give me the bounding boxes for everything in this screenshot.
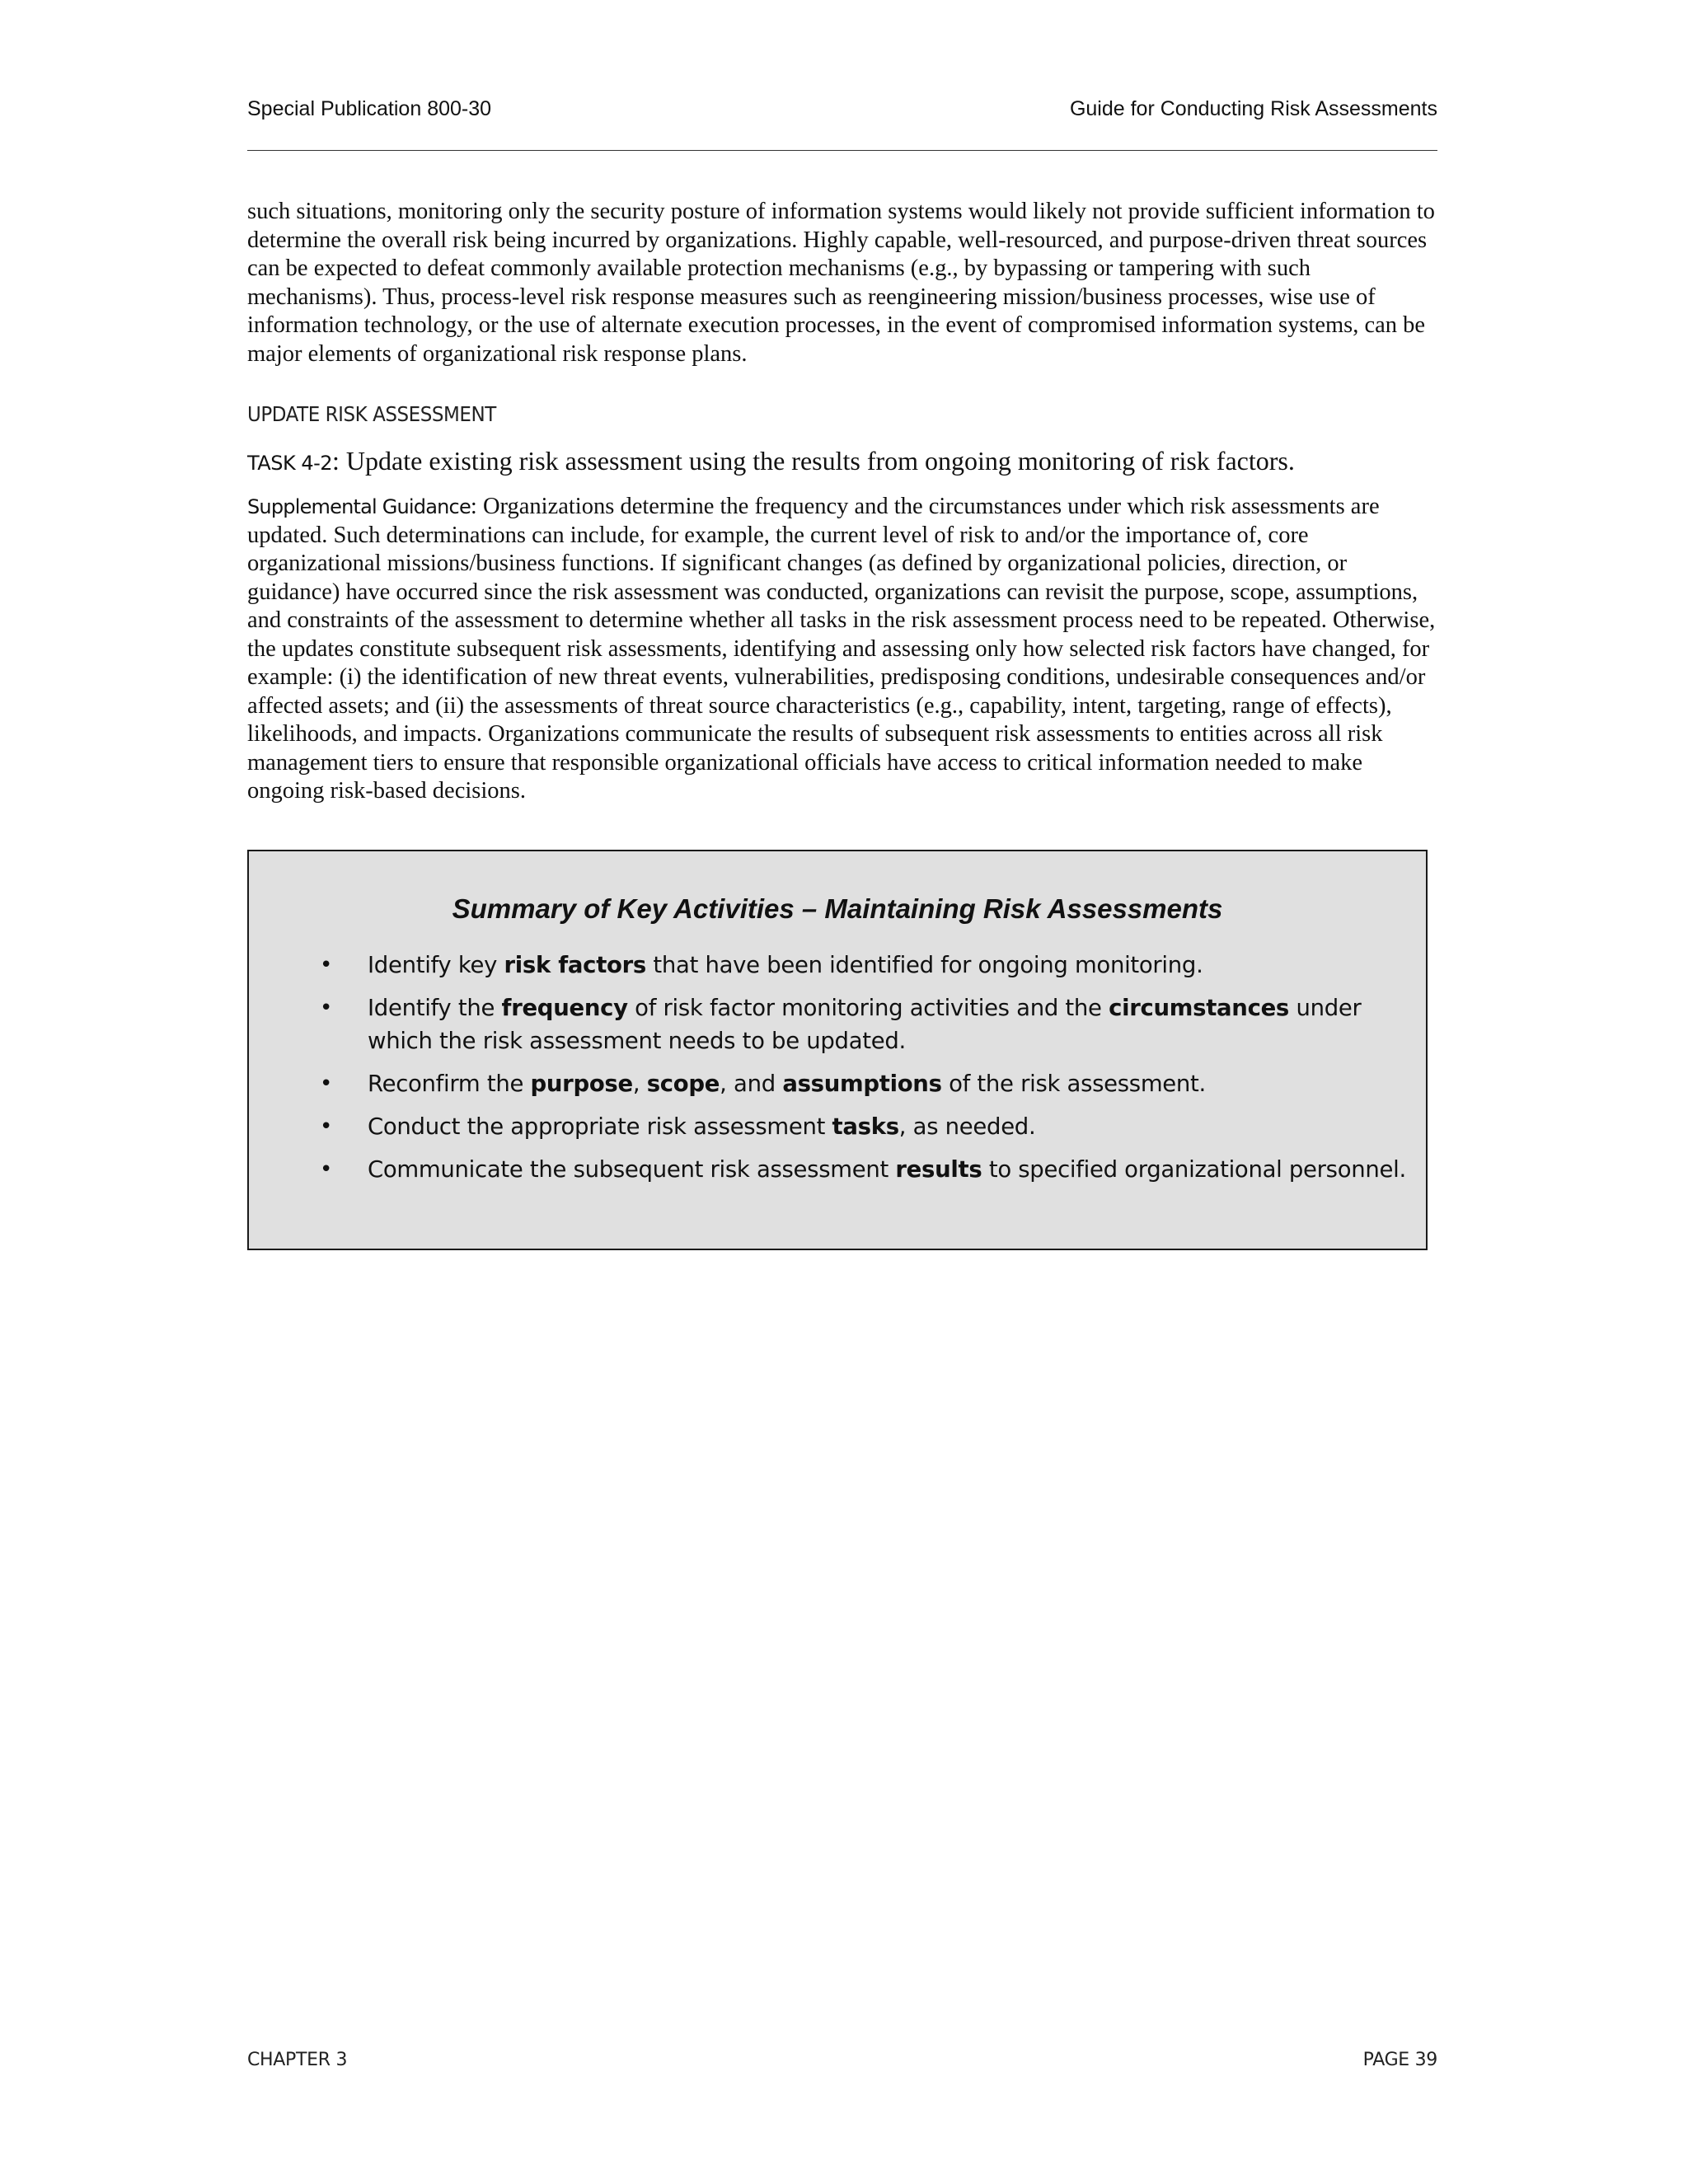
bullet-icon: • [320,996,333,1020]
bullet-icon: • [320,1157,333,1182]
intro-paragraph: such situations, monitoring only the security posture of information systems would likely not provide sufficient information to determine the overall risk being incurred by organizations. Highly capable, well-resourced, and purpose-driven threat sources can be expected to defeat commonly available protection mechanisms (e.g., by bypassing or tampering with such mechanisms). Thus, process-level risk response measures such as reengineering mission/business processes, wise use of information technology, or the use of alternate execution processes, in the event of compromised information systems, can be major elements of organizational risk response plans. [247,199,1435,367]
item-emphasis: tasks [832,1113,899,1140]
header-divider [247,150,1437,151]
item-text: , and [720,1071,783,1097]
item-text: Reconfirm the [368,1071,531,1097]
footer-chapter: CHAPTER 3 [247,2050,348,2070]
running-header [247,97,1437,121]
item-text: under which the risk assessment needs to be updated. [368,995,1362,1054]
summary-list [249,949,1426,1196]
item-text: to specified organizational personnel. [982,1156,1406,1183]
guidance-text: : Organizations determine the frequency and the circumstances under which risk assessments are updated. Such determinations can include, for example, the current level of risk to and/or the importance of, core organizational missions/business functions. If significant changes (as defined by organizational policies, direction, or guidance) have occurred since the risk assessment was conducted, organizations can revisit the purpose, scope, assumptions, and constraints of the assessment to determine whether all tasks in the risk assessment process need to be repeated. Otherwise, the updates constitute subsequent risk assessments, identifying and assessing only how selected risk factors have changed, for example: (i) the identification of new threat events, vulnerabilities, predisposing conditions, undesirable consequences and/or affected assets; and (ii) the assessments of threat source characteristics (e.g., capability, intent, targeting, range of effects), likelihoods, and impacts. Organizations communicate the results of subsequent risk assessments to entities across all risk management tiers to ensure that responsible organizational officials have access to critical information needed to make ongoing risk-based decisions. [247,494,1436,804]
task-statement [247,446,1484,476]
footer-page-number: PAGE 39 [1362,2050,1437,2070]
guidance-label: Supplemental Guidance [247,495,471,518]
item-text: that have been identified for ongoing monitoring. [645,952,1203,978]
item-text: Identify the [368,995,502,1021]
item-text: of risk factor monitoring activities and the [627,995,1109,1021]
summary-title: Summary of Key Activities – Maintaining Risk Assessments [452,893,1223,924]
bullet-icon: • [320,1071,333,1096]
header-publication: Special Publication 800-30 [247,97,492,120]
item-text: Conduct the appropriate risk assessment [368,1113,832,1140]
list-item [249,949,1426,982]
item-text: of the risk assessment. [941,1071,1206,1097]
summary-box [247,850,1428,1250]
list-item [249,1110,1426,1143]
item-emphasis: scope [646,1071,720,1097]
task-text: : Update existing risk assessment using the results from ongoing monitoring of risk factors. [332,446,1295,476]
list-item [249,1067,1426,1100]
section-heading: UPDATE RISK ASSESSMENT [247,402,496,426]
item-emphasis: risk factors [504,952,646,978]
list-item [249,1153,1426,1186]
item-emphasis: purpose [530,1071,633,1097]
item-emphasis: circumstances [1109,995,1290,1021]
item-text: Identify key [368,952,504,978]
supplemental-guidance [247,493,1441,806]
list-item [249,991,1426,1057]
item-text: , as needed. [898,1113,1036,1140]
item-text: Communicate the subsequent risk assessment [368,1156,896,1183]
bullet-icon: • [320,1114,333,1139]
item-text: , [632,1071,647,1097]
item-emphasis: assumptions [782,1071,942,1097]
item-emphasis: frequency [501,995,628,1021]
bullet-icon: • [320,953,333,977]
item-emphasis: results [895,1156,982,1183]
running-footer [247,2050,1437,2070]
header-title: Guide for Conducting Risk Assessments [1069,97,1437,120]
task-label: TASK 4-2 [247,452,333,475]
